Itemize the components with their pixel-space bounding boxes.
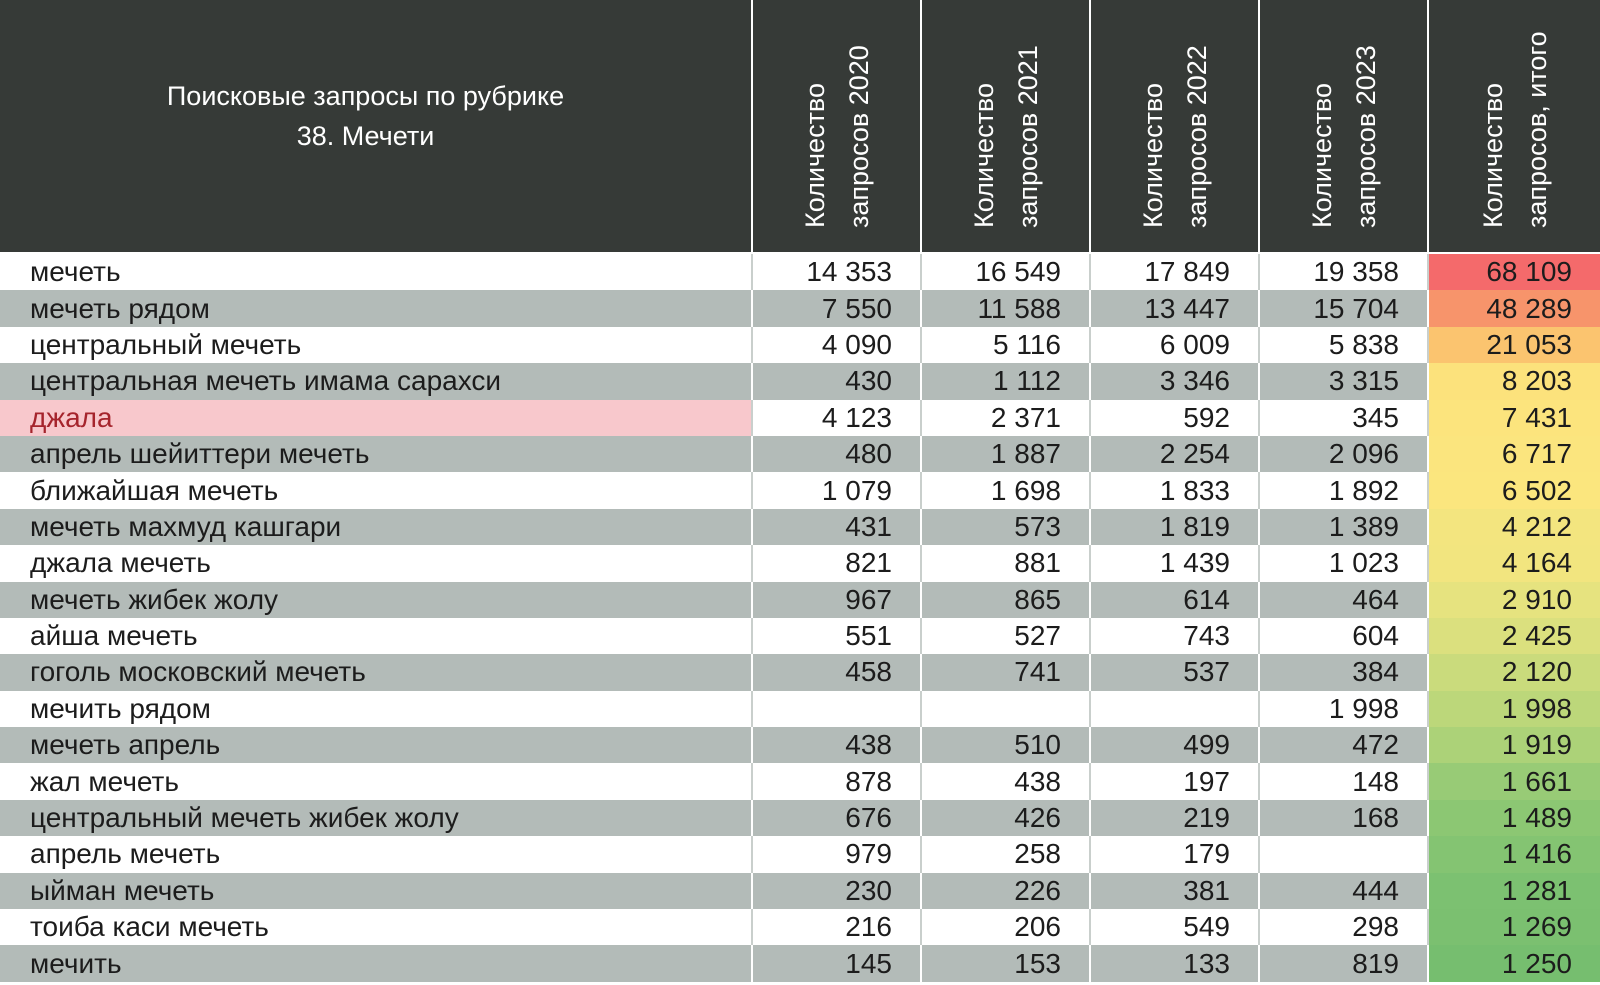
- count-cell-2023: 604: [1259, 618, 1428, 654]
- table-title-cell: [0, 0, 752, 253]
- count-cell-2022: 1 833: [1090, 472, 1259, 508]
- count-cell-2021: 226: [921, 873, 1090, 909]
- count-cell-2022: 13 447: [1090, 290, 1259, 326]
- table-row: [0, 400, 1600, 436]
- count-cell-2023: 1 389: [1259, 509, 1428, 545]
- query-cell: гоголь московский мечеть: [0, 654, 752, 690]
- total-cell: 2 120: [1428, 654, 1600, 690]
- count-cell-2022: 219: [1090, 800, 1259, 836]
- count-cell-2023: 5 838: [1259, 327, 1428, 363]
- table-row: [0, 363, 1600, 399]
- count-cell-2020: 4 090: [752, 327, 921, 363]
- total-cell: 1 919: [1428, 727, 1600, 763]
- count-cell-2020: 431: [752, 509, 921, 545]
- query-cell: мечеть: [0, 253, 752, 290]
- query-cell: мечеть апрель: [0, 727, 752, 763]
- query-cell: мечеть рядом: [0, 290, 752, 326]
- table-row: [0, 836, 1600, 872]
- count-cell-2020: 878: [752, 763, 921, 799]
- count-cell-2021: 527: [921, 618, 1090, 654]
- count-cell-2020: 979: [752, 836, 921, 872]
- count-cell-2023: 444: [1259, 873, 1428, 909]
- query-cell: джала мечеть: [0, 545, 752, 581]
- total-cell: 4 164: [1428, 545, 1600, 581]
- count-cell-2023: 472: [1259, 727, 1428, 763]
- count-cell-2022: 1 819: [1090, 509, 1259, 545]
- count-cell-2022: 537: [1090, 654, 1259, 690]
- total-cell: 2 910: [1428, 582, 1600, 618]
- count-cell-2022: 17 849: [1090, 253, 1259, 290]
- column-header-2021: Количество запросов 2021: [921, 0, 1090, 253]
- total-cell: 1 281: [1428, 873, 1600, 909]
- query-cell: центральная мечеть имама сарахси: [0, 363, 752, 399]
- table-row: [0, 509, 1600, 545]
- query-cell: мечить: [0, 945, 752, 981]
- count-cell-2023: 384: [1259, 654, 1428, 690]
- count-cell-2020: 821: [752, 545, 921, 581]
- count-cell-2023: 298: [1259, 909, 1428, 945]
- total-cell: 1 661: [1428, 763, 1600, 799]
- query-cell: апрель шейиттери мечеть: [0, 436, 752, 472]
- total-cell: 4 212: [1428, 509, 1600, 545]
- count-cell-2020: 4 123: [752, 400, 921, 436]
- table-row: [0, 327, 1600, 363]
- count-cell-2023: 3 315: [1259, 363, 1428, 399]
- table-body: [0, 253, 1600, 982]
- table-row: [0, 545, 1600, 581]
- query-cell: мечить рядом: [0, 691, 752, 727]
- count-cell-2020: 458: [752, 654, 921, 690]
- query-cell: ближайшая мечеть: [0, 472, 752, 508]
- table-row: [0, 945, 1600, 981]
- total-cell: 1 416: [1428, 836, 1600, 872]
- total-cell: 1 269: [1428, 909, 1600, 945]
- count-cell-2022: 743: [1090, 618, 1259, 654]
- query-cell: центральный мечеть жибек жолу: [0, 800, 752, 836]
- count-cell-2023: 1 998: [1259, 691, 1428, 727]
- query-cell: ыйман мечеть: [0, 873, 752, 909]
- query-cell: жал мечеть: [0, 763, 752, 799]
- query-cell: мечеть жибек жолу: [0, 582, 752, 618]
- total-cell: 1 998: [1428, 691, 1600, 727]
- total-cell: 2 425: [1428, 618, 1600, 654]
- count-cell-2021: 1 698: [921, 472, 1090, 508]
- count-cell-2020: 1 079: [752, 472, 921, 508]
- count-cell-2021: 2 371: [921, 400, 1090, 436]
- count-cell-2022: 6 009: [1090, 327, 1259, 363]
- table-header: [0, 0, 1600, 253]
- count-cell-2023: 2 096: [1259, 436, 1428, 472]
- total-cell: 21 053: [1428, 327, 1600, 363]
- count-cell-2021: 11 588: [921, 290, 1090, 326]
- count-cell-2022: 1 439: [1090, 545, 1259, 581]
- total-cell: 68 109: [1428, 253, 1600, 290]
- count-cell-2022: 381: [1090, 873, 1259, 909]
- count-cell-2023: 1 023: [1259, 545, 1428, 581]
- total-cell: 6 502: [1428, 472, 1600, 508]
- table-row: [0, 763, 1600, 799]
- count-cell-2022: [1090, 691, 1259, 727]
- count-cell-2021: 1 887: [921, 436, 1090, 472]
- count-cell-2021: 153: [921, 945, 1090, 981]
- table-row: [0, 909, 1600, 945]
- table-row: [0, 618, 1600, 654]
- count-cell-2020: 7 550: [752, 290, 921, 326]
- count-cell-2020: 438: [752, 727, 921, 763]
- count-cell-2021: 881: [921, 545, 1090, 581]
- count-cell-2020: 145: [752, 945, 921, 981]
- table-row: [0, 691, 1600, 727]
- count-cell-2022: 179: [1090, 836, 1259, 872]
- table-row: [0, 727, 1600, 763]
- table-row: [0, 290, 1600, 326]
- total-cell: 1 489: [1428, 800, 1600, 836]
- count-cell-2020: 967: [752, 582, 921, 618]
- count-cell-2021: 206: [921, 909, 1090, 945]
- count-cell-2022: 499: [1090, 727, 1259, 763]
- count-cell-2020: [752, 691, 921, 727]
- column-header-2020: Количество запросов 2020: [752, 0, 921, 253]
- count-cell-2020: 230: [752, 873, 921, 909]
- count-cell-2021: 510: [921, 727, 1090, 763]
- count-cell-2022: 614: [1090, 582, 1259, 618]
- count-cell-2020: 216: [752, 909, 921, 945]
- query-cell: айша мечеть: [0, 618, 752, 654]
- count-cell-2023: 819: [1259, 945, 1428, 981]
- count-cell-2022: 2 254: [1090, 436, 1259, 472]
- count-cell-2023: [1259, 836, 1428, 872]
- table-row: [0, 436, 1600, 472]
- count-cell-2020: 676: [752, 800, 921, 836]
- query-cell: джала: [0, 400, 752, 436]
- count-cell-2021: 865: [921, 582, 1090, 618]
- count-cell-2022: 197: [1090, 763, 1259, 799]
- count-cell-2021: 573: [921, 509, 1090, 545]
- count-cell-2023: 464: [1259, 582, 1428, 618]
- count-cell-2023: 168: [1259, 800, 1428, 836]
- table-title-line1: Поисковые запросы по рубрике: [166, 81, 565, 111]
- count-cell-2021: 426: [921, 800, 1090, 836]
- table-row: [0, 654, 1600, 690]
- count-cell-2020: 480: [752, 436, 921, 472]
- count-cell-2021: 741: [921, 654, 1090, 690]
- total-cell: 7 431: [1428, 400, 1600, 436]
- count-cell-2022: 3 346: [1090, 363, 1259, 399]
- total-cell: 1 250: [1428, 945, 1600, 981]
- count-cell-2020: 14 353: [752, 253, 921, 290]
- count-cell-2022: 133: [1090, 945, 1259, 981]
- count-cell-2023: 1 892: [1259, 472, 1428, 508]
- total-cell: 6 717: [1428, 436, 1600, 472]
- total-cell: 48 289: [1428, 290, 1600, 326]
- count-cell-2021: [921, 691, 1090, 727]
- count-cell-2023: 148: [1259, 763, 1428, 799]
- column-header-2022: Количество запросов 2022: [1090, 0, 1259, 253]
- query-cell: центральный мечеть: [0, 327, 752, 363]
- table-row: [0, 472, 1600, 508]
- table-title-line2: 38. Мечети: [296, 121, 435, 151]
- total-cell: 8 203: [1428, 363, 1600, 399]
- count-cell-2023: 19 358: [1259, 253, 1428, 290]
- count-cell-2021: 16 549: [921, 253, 1090, 290]
- count-cell-2023: 15 704: [1259, 290, 1428, 326]
- count-cell-2020: 551: [752, 618, 921, 654]
- count-cell-2021: 438: [921, 763, 1090, 799]
- count-cell-2022: 592: [1090, 400, 1259, 436]
- count-cell-2021: 5 116: [921, 327, 1090, 363]
- table-row: [0, 800, 1600, 836]
- count-cell-2023: 345: [1259, 400, 1428, 436]
- column-header-total: Количество запросов, итого: [1428, 0, 1600, 253]
- count-cell-2021: 258: [921, 836, 1090, 872]
- column-header-2023: Количество запросов 2023: [1259, 0, 1428, 253]
- table-row: [0, 253, 1600, 290]
- count-cell-2021: 1 112: [921, 363, 1090, 399]
- count-cell-2020: 430: [752, 363, 921, 399]
- table-row: [0, 873, 1600, 909]
- query-cell: тоиба каси мечеть: [0, 909, 752, 945]
- count-cell-2022: 549: [1090, 909, 1259, 945]
- query-cell: мечеть махмуд кашгари: [0, 509, 752, 545]
- table-row: [0, 582, 1600, 618]
- query-cell: апрель мечеть: [0, 836, 752, 872]
